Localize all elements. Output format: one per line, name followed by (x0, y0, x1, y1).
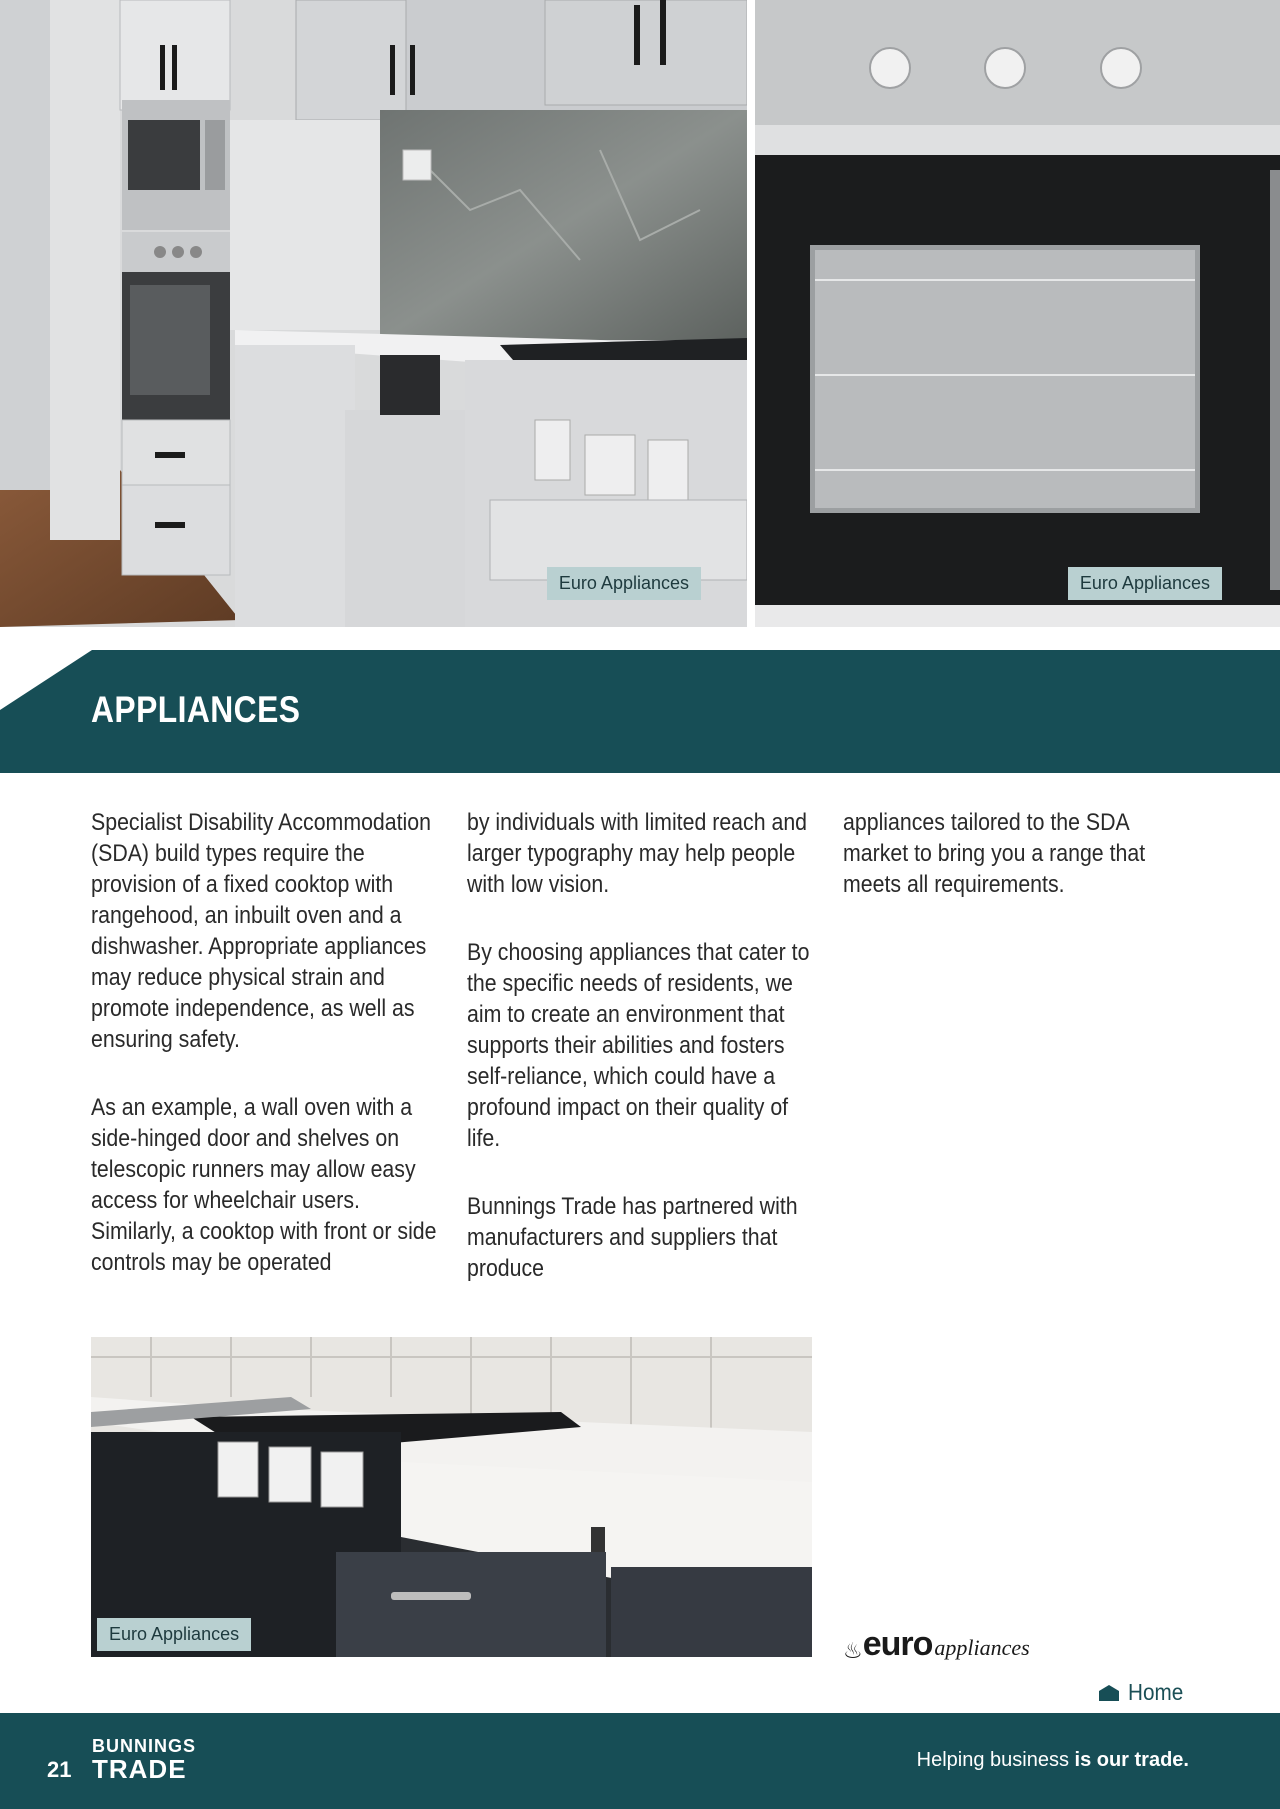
logo-word-appliances: appliances (934, 1635, 1030, 1660)
body-column-2 (467, 807, 812, 1321)
page-footer (0, 1713, 1280, 1809)
euro-appliances-logo (843, 1625, 1030, 1661)
photo-caption: Euro Appliances (97, 1618, 251, 1651)
logo-word-euro: euro (862, 1625, 933, 1663)
cooktop-photo (91, 1337, 812, 1657)
bunnings-trade-logo (92, 1737, 196, 1782)
tagline-bold: is our trade. (1074, 1749, 1189, 1771)
kitchen-photo (0, 0, 747, 627)
body-paragraph: by individuals with limited reach and larger typography may help people with low vision. (467, 809, 808, 898)
body-paragraph: By choosing appliances that cater to the specific needs of residents, we aim to create an environment that supports their abilities and fosters self-reliance, which could have a profound impact on their quality of life. (467, 939, 810, 1152)
tagline-regular: Helping business (916, 1749, 1075, 1771)
oven-photo (755, 0, 1280, 627)
photo-caption: Euro Appliances (547, 567, 701, 600)
body-column-1 (91, 807, 436, 1315)
photo-caption: Euro Appliances (1068, 567, 1222, 600)
flame-icon: ♨ (843, 1637, 863, 1663)
brand-line-2: TRADE (92, 1754, 187, 1784)
body-column-3 (843, 807, 1188, 937)
body-paragraph: Bunnings Trade has partnered with manufacturers and suppliers that produce (467, 1193, 798, 1282)
home-link[interactable] (1098, 1679, 1189, 1706)
brand-line-1: BUNNINGS (92, 1736, 197, 1756)
section-banner (0, 627, 1280, 773)
body-paragraph: appliances tailored to the SDA market to bring you a range that meets all requirements. (843, 809, 1146, 898)
section-title: APPLIANCES (91, 689, 301, 730)
body-paragraph: Specialist Disability Accommodation (SDA) build types require the provision of a fixed cooktop with rangehood, an inbuilt oven and a dishwasher. Appropriate appliances may reduce physical strain and promote independence, as well as ensuring safety. (91, 809, 432, 1053)
footer-tagline (917, 1749, 1189, 1772)
page-number: 21 (47, 1757, 72, 1782)
home-icon (1098, 1684, 1120, 1702)
home-link-label: Home (1127, 1679, 1183, 1705)
body-paragraph: As an example, a wall oven with a side-hinged door and shelves on telescopic runners may allow easy access for wheelchair users. Similarly, a cooktop with front or side controls may be operated (91, 1094, 437, 1276)
